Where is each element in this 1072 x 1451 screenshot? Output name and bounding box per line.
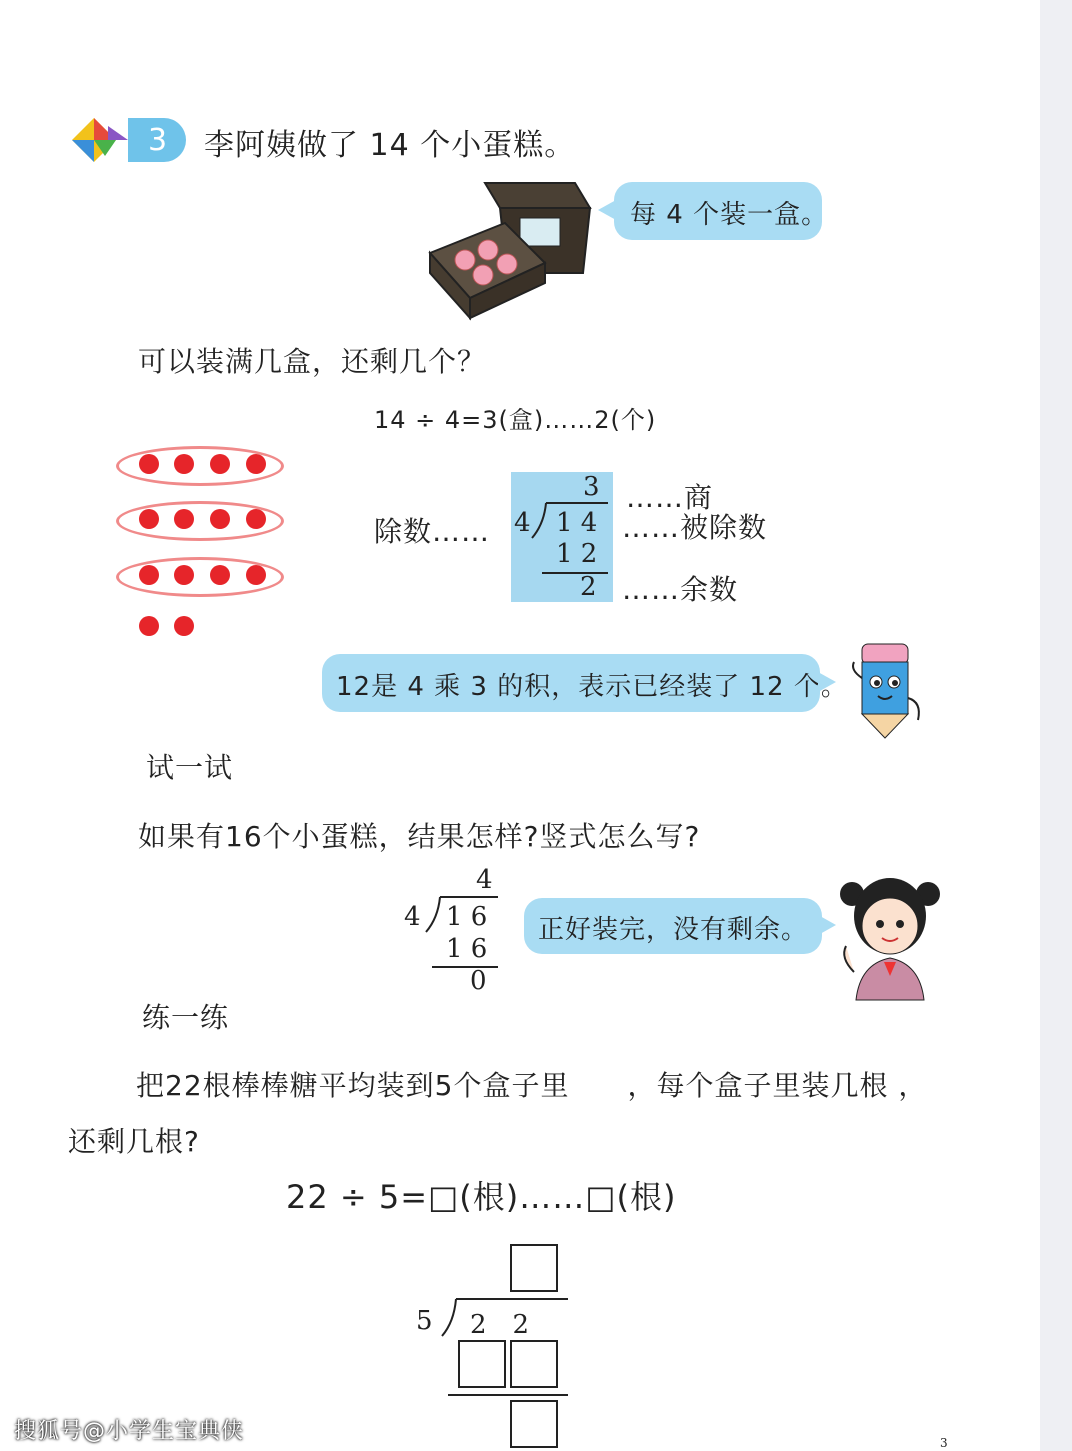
answer-box-quotient[interactable]: [510, 1244, 558, 1292]
watermark: 搜狐号@小学生宝典侠: [14, 1419, 245, 1444]
cake-dot: [139, 454, 159, 474]
pencil-mascot: [846, 638, 926, 742]
example-number: 3: [148, 123, 168, 158]
tangram-icon: [72, 118, 130, 164]
cake-dot: [246, 509, 266, 529]
cake-dot: [210, 509, 230, 529]
label-divisor: 除数……: [374, 515, 491, 548]
practice-question-line1: 把22根棒棒糖平均装到5个盒子里 ，每个盒子里装几根 ，: [136, 1069, 928, 1102]
cake-dot: [174, 509, 194, 529]
page-edge: [1040, 0, 1072, 1451]
answer-box-product-ones[interactable]: [510, 1340, 558, 1388]
divisor: 4: [514, 508, 531, 538]
try-quotient: 4: [476, 865, 493, 895]
cake-dot: [174, 454, 194, 474]
cake-dot: [139, 616, 159, 636]
example-question: 可以装满几盒，还剩几个？: [138, 345, 487, 378]
try-heading: 试一试: [146, 751, 234, 784]
example-equation: 14 ÷ 4=3(盒)……2(个): [374, 406, 657, 434]
example-number-badge: [128, 118, 186, 162]
remainder: 2: [580, 572, 597, 602]
answer-box-remainder[interactable]: [510, 1400, 558, 1448]
try-subtraction-line: [432, 966, 498, 968]
division-bar: [546, 502, 608, 504]
try-product: 1 6: [446, 934, 488, 964]
bubble-girl-text: 正好装完，没有剩余。: [538, 915, 809, 945]
bubble-tail: [818, 672, 836, 692]
cake-dot: [246, 454, 266, 474]
dividend: 1 4: [556, 508, 598, 538]
speech-bubble-girl: [524, 898, 822, 954]
bubble-box-text: 每 4 个装一盒。: [630, 200, 829, 230]
practice-equation: 22 ÷ 5=□(根)……□(根): [286, 1178, 677, 1216]
division-bracket: [530, 502, 550, 540]
try-dividend: 1 6: [446, 902, 488, 932]
speech-bubble-box: [614, 182, 829, 240]
cake-dot: [139, 509, 159, 529]
cake-dot: [210, 454, 230, 474]
try-division-bar: [440, 896, 498, 898]
cake-dot: [139, 565, 159, 585]
try-division-bracket: [424, 896, 444, 934]
example-title: 李阿姨做了 14 个小蛋糕。: [204, 128, 576, 163]
practice-heading: 练一练: [142, 1001, 230, 1034]
cake-dot: [174, 616, 194, 636]
try-divisor: 4: [404, 902, 421, 932]
cake-dot: [210, 565, 230, 585]
girl-illustration: [834, 872, 946, 1002]
subtraction-line: [542, 572, 608, 574]
try-remainder: 0: [470, 966, 487, 996]
label-quotient: ……商: [626, 481, 714, 514]
practice-division-bar: [456, 1298, 568, 1300]
practice-subtraction-line: [448, 1394, 568, 1396]
try-question: 如果有16个小蛋糕，结果怎样?竖式怎么写?: [138, 820, 701, 853]
speech-bubble-pencil: [322, 654, 848, 712]
practice-division-bracket: [440, 1298, 460, 1338]
cake-box-illustration: [425, 178, 595, 323]
cake-dot: [246, 565, 266, 585]
answer-box-product-tens[interactable]: [458, 1340, 506, 1388]
practice-question-line2: 还剩几根?: [68, 1125, 200, 1158]
page-number: 3: [940, 1436, 948, 1450]
quotient: 3: [583, 472, 600, 502]
cake-dot: [174, 565, 194, 585]
label-dividend: ……被除数: [622, 511, 768, 544]
bubble-pencil-text: 12是 4 乘 3 的积，表示已经装了 12 个。: [336, 672, 848, 702]
product: 1 2: [556, 539, 598, 569]
practice-divisor: 5: [416, 1306, 433, 1336]
practice-dividend: 2 2: [470, 1310, 530, 1340]
label-remainder: ……余数: [622, 573, 739, 606]
